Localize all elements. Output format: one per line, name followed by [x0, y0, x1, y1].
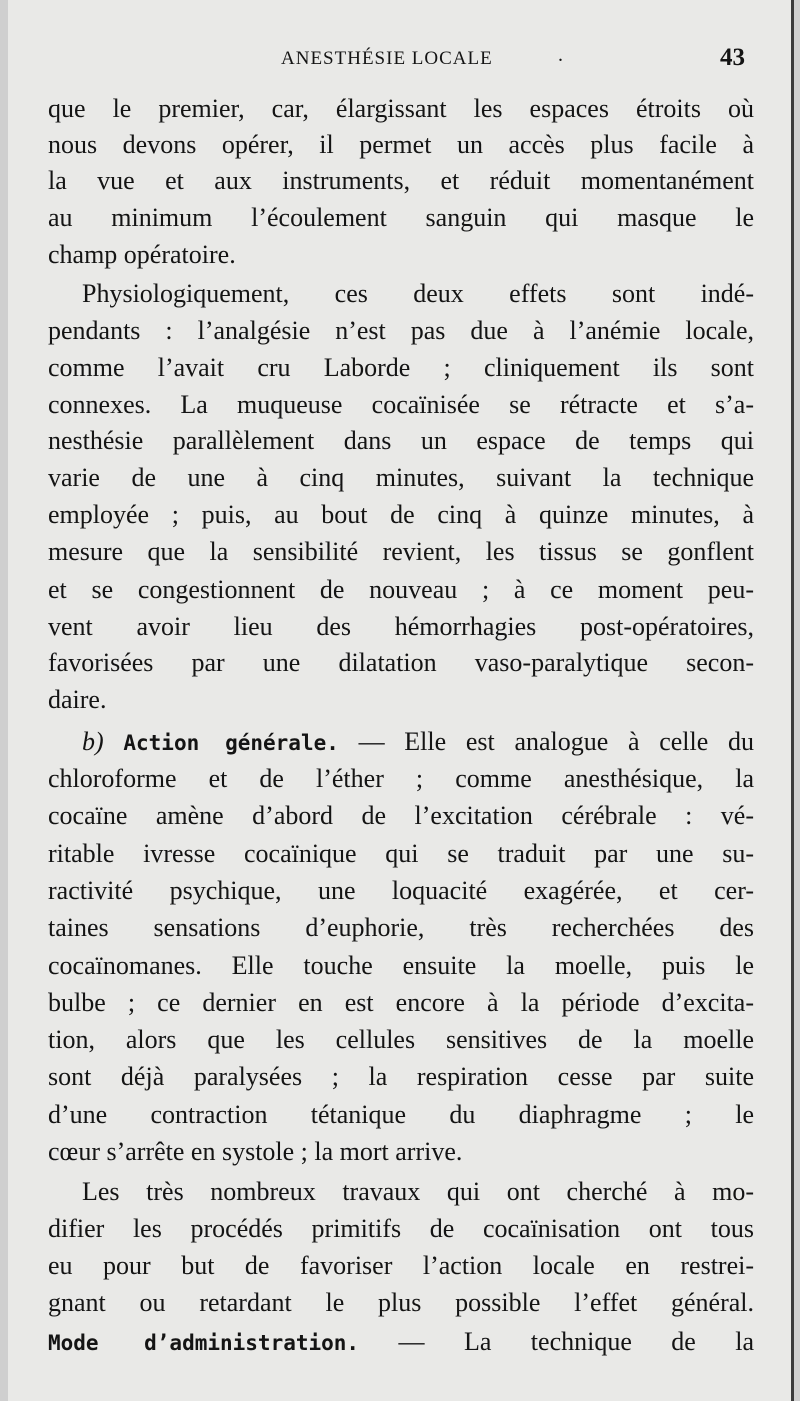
heading-dash: — — [398, 1327, 425, 1356]
section-heading: Mode d’administration. — [48, 1331, 360, 1355]
text-line: chloroforme et de l’éther ; comme anesthésique, la — [48, 764, 754, 793]
text-line: ritable ivresse cocaïnique qui se traduit par une su- — [48, 839, 754, 868]
text-line: daire. — [48, 685, 107, 714]
book-page — [8, 0, 794, 1401]
text-line: Physiologiquement, ces deux effets sont indé- — [82, 279, 754, 308]
text-line: difier les procédés primitifs de cocaïnisation ont tous — [48, 1214, 754, 1243]
text-line: employée ; puis, au bout de cinq à quinze minutes, à — [48, 500, 754, 529]
text-line: La technique de la — [463, 1327, 754, 1356]
text-line: Elle est analogue à celle du — [404, 727, 754, 756]
text-line: ractivité psychique, une loquacité exagérée, et cer- — [48, 876, 754, 905]
text-line: d’une contraction tétanique du diaphragme ; le — [48, 1100, 754, 1129]
section-heading: Action générale. — [123, 731, 339, 755]
text-line: pendants : l’analgésie n’est pas due à l’anémie locale, — [48, 316, 754, 345]
text-line: vent avoir lieu des hémorrhagies post-opératoires, — [48, 612, 754, 641]
text-line: mesure que la sensibilité revient, les tissus se gonflent — [48, 537, 754, 566]
text-line: cocaïnomanes. Elle touche ensuite la moelle, puis le — [48, 951, 754, 980]
text-line: cœur s’arrête en systole ; la mort arrive. — [48, 1137, 463, 1166]
text-line: varie de une à cinq minutes, suivant la technique — [48, 463, 754, 492]
text-line: bulbe ; ce dernier en est encore à la période d’excita- — [48, 988, 754, 1017]
text-line: tion, alors que les cellules sensitives de la moelle — [48, 1025, 754, 1054]
text-line: et se congestionnent de nouveau ; à ce moment peu- — [48, 575, 754, 604]
header-dot: . — [558, 44, 563, 66]
page-number: 43 — [720, 44, 745, 71]
text-line: gnant ou retardant le plus possible l’effet général. — [48, 1288, 754, 1317]
text-line: cocaïne amène d’abord de l’excitation cérébrale : vé- — [48, 801, 754, 830]
text-line: sont déjà paralysées ; la respiration cesse par suite — [48, 1062, 754, 1091]
text-line: Les très nombreux travaux qui ont cherché à mo- — [82, 1177, 754, 1206]
running-title: ANESTHÉSIE LOCALE — [281, 48, 493, 69]
text-line: champ opératoire. — [48, 240, 236, 269]
text-line: nous devons opérer, il permet un accès plus facile à — [48, 130, 754, 159]
text-line: connexes. La muqueuse cocaïnisée se rétracte et s’a- — [48, 390, 754, 419]
section-letter: b) — [82, 727, 104, 756]
text-line: favorisées par une dilatation vaso-paralytique secon- — [48, 648, 754, 677]
text-line: la vue et aux instruments, et réduit momentanément — [48, 166, 754, 195]
text-line: comme l’avait cru Laborde ; cliniquement ils sont — [48, 353, 754, 382]
text-line: que le premier, car, élargissant les espaces étroits où — [48, 94, 754, 123]
heading-dash: — — [358, 727, 385, 756]
section-heading-line — [82, 724, 754, 760]
text-line: nesthésie parallèlement dans un espace de temps qui — [48, 426, 754, 455]
text-line: eu pour but de favoriser l’action locale en restrei- — [48, 1251, 754, 1280]
section-heading-line — [48, 1324, 754, 1360]
page-header — [8, 44, 794, 78]
text-line: au minimum l’écoulement sanguin qui masque le — [48, 203, 754, 232]
text-line: taines sensations d’euphorie, très recherchées des — [48, 913, 754, 942]
